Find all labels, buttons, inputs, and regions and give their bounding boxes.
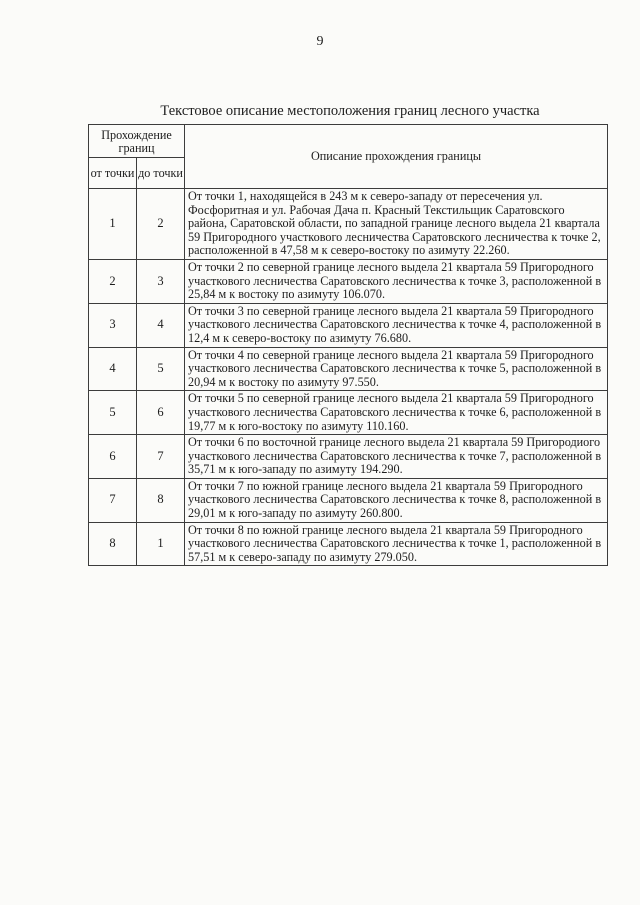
from-point-cell: 8 bbox=[89, 522, 137, 566]
from-point-cell: 2 bbox=[89, 259, 137, 303]
table-row bbox=[89, 347, 608, 391]
description-cell: От точки 7 по южной границе лесного выдела 21 квартала 59 Пригородного участкового лесничества Саратовского лесничества к точке 8, расположенной в 29,01 м к юго-западу по азимуту 260.800. bbox=[185, 478, 608, 522]
to-point-cell: 4 bbox=[137, 303, 185, 347]
to-point-cell: 2 bbox=[137, 189, 185, 260]
from-point-cell: 5 bbox=[89, 391, 137, 435]
table-row bbox=[89, 391, 608, 435]
table-row bbox=[89, 435, 608, 479]
from-point-cell: 1 bbox=[89, 189, 137, 260]
to-point-cell: 5 bbox=[137, 347, 185, 391]
page-number: 9 bbox=[316, 34, 324, 49]
boundary-table bbox=[88, 124, 608, 566]
from-point-cell: 3 bbox=[89, 303, 137, 347]
header-to-point: до точки bbox=[137, 158, 185, 189]
to-point-cell: 1 bbox=[137, 522, 185, 566]
from-point-cell: 6 bbox=[89, 435, 137, 479]
table-row bbox=[89, 189, 608, 260]
header-description: Описание прохождения границы bbox=[185, 125, 608, 189]
table-row bbox=[89, 303, 608, 347]
from-point-cell: 4 bbox=[89, 347, 137, 391]
from-point-cell: 7 bbox=[89, 478, 137, 522]
description-cell: От точки 1, находящейся в 243 м к северо-западу от пересечения ул. Фосфоритная и ул. Рабочая Дача п. Красный Текстильщик Саратовского района, Саратовской области, по западной границе лесного выдела 21 квартала 59 Пригородного участкового лесничества Саратовского лесничества к точке 2, расположенной в 47,58 м к северо-востоку по азимуту 22.260. bbox=[185, 189, 608, 260]
table-row bbox=[89, 478, 608, 522]
table-row bbox=[89, 259, 608, 303]
description-cell: От точки 4 по северной границе лесного выдела 21 квартала 59 Пригородного участкового лесничества Саратовского лесничества к точке 5, расположенной в 20,94 м к востоку по азимуту 97.550. bbox=[185, 347, 608, 391]
description-cell: От точки 8 по южной границе лесного выдела 21 квартала 59 Пригородного участкового лесничества Саратовского лесничества к точке 1, расположенной в 57,51 м к северо-западу по азимуту 279.050. bbox=[185, 522, 608, 566]
description-cell: От точки 2 по северной границе лесного выдела 21 квартала 59 Пригородного участкового лесничества Саратовского лесничества к точке 3, расположенной в 25,84 м к востоку по азимуту 106.070. bbox=[185, 259, 608, 303]
to-point-cell: 3 bbox=[137, 259, 185, 303]
header-from-point: от точки bbox=[89, 158, 137, 189]
to-point-cell: 6 bbox=[137, 391, 185, 435]
description-cell: От точки 3 по северной границе лесного выдела 21 квартала 59 Пригородного участкового лесничества Саратовского лесничества к точке 4, расположенной в 12,4 м к северо-востоку по азимуту 76.680. bbox=[185, 303, 608, 347]
to-point-cell: 8 bbox=[137, 478, 185, 522]
to-point-cell: 7 bbox=[137, 435, 185, 479]
description-cell: От точки 6 по восточной границе лесного выдела 21 квартала 59 Пригородиого участкового лесничества Саратовского лесничества к точке 7, расположенной в 35,71 м к юго-западу по азимуту 194.290. bbox=[185, 435, 608, 479]
document-title: Текстовое описание местоположения границ лесного участка bbox=[160, 103, 540, 119]
header-boundary-passage: Прохождение границ bbox=[89, 125, 185, 158]
table-row bbox=[89, 522, 608, 566]
description-cell: От точки 5 по северной границе лесного выдела 21 квартала 59 Пригородного участкового лесничества Саратовского лесничества к точке 6, расположенной в 19,77 м к юго-востоку по азимуту 110.160. bbox=[185, 391, 608, 435]
